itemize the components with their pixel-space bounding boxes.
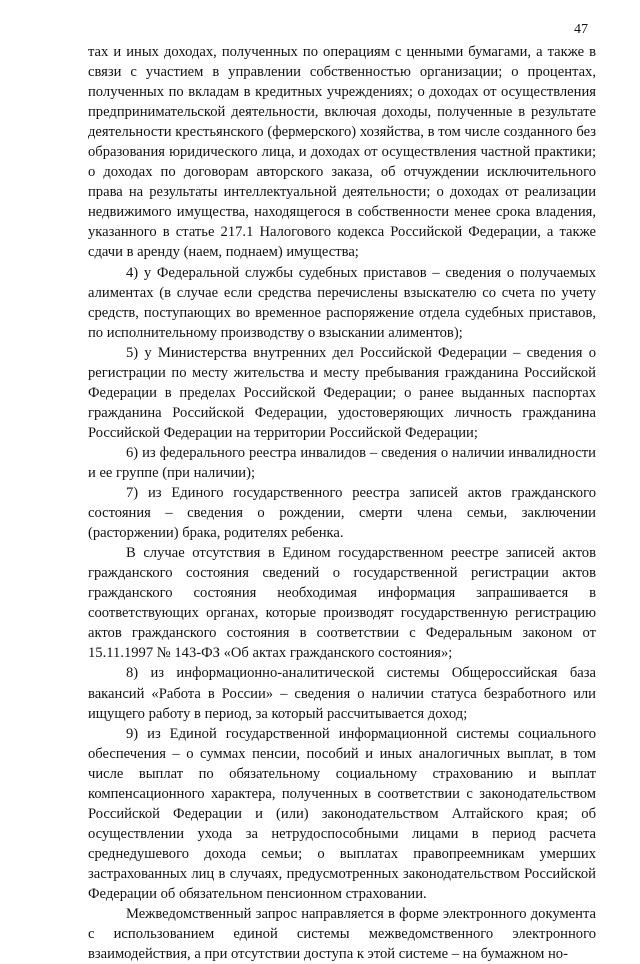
paragraph-item-5: 5) у Министерства внутренних дел Российской Федерации – сведения о регистрации по месту жительства и месту пребывания гражданина Российской Федерации в пределах Российской Федерации; о ранее выданных паспортах гражданина Российской Федерации, удостоверяющих личность гражданина Российской Федерации на территории Российской Федерации; (88, 344, 596, 441)
paragraph-item-4: 4) у Федеральной службы судебных приставов – сведения о получаемых алиментах (в случае если средства перечислены взыскателю со счета по учету средств, поступающих во временное распоряжение отдела судебных приставов, по исполнительному производству о взыскании алиментов); (88, 264, 596, 341)
paragraph-interagency-request: Межведомственный запрос направляется в форме электронного документа с использованием единой системы межведомственного электронного взаимодействия, а при отсутствии доступа к этой системе – на бумажном но- (88, 906, 596, 963)
paragraph-item-7: 7) из Единого государственного реестра записей актов гражданского состояния – сведения о рождении, смерти члена семьи, заключении (расторжении) брака, родителях ребенка. (88, 485, 596, 542)
paragraph-civil-registry-note: В случае отсутствия в Едином государственном реестре записей актов гражданского состояния сведений о государственной регистрации актов гражданского состояния необходимая информация запрашивается в соответствующих органах, которые производят государственную регистрацию актов гражданского состояния в соответствии с Федеральным законом от 15.11.1997 № 143-ФЗ «Об актах гражданского состояния»; (88, 545, 596, 662)
page-number: 47 (574, 22, 588, 37)
paragraph-item-9: 9) из Единой государственной информационной системы социального обеспечения – о суммах пенсии, пособий и иных аналогичных выплат, в том числе выплат по обязательному социальному страхованию и выплат компенсационного характера, полученных в соответствии с законодательством Российской Федерации и (или) законодательством Алтайского края; об осуществлении ухода за нетрудоспособными лицами в период расчета среднедушевого дохода семьи; о выплатах правопреемникам умерших застрахованных лиц в случаях, предусмотренных законодательством Российской Федерации об обязательном пенсионном страховании. (88, 725, 596, 902)
paragraph-item-8: 8) из информационно-аналитической системы Общероссийская база вакансий «Работа в России» – сведения о наличии статуса безработного или ищущего работу в период, за который рассчитывается доход; (88, 665, 596, 722)
document-body (88, 42, 596, 964)
paragraph-item-6: 6) из федерального реестра инвалидов – сведения о наличии инвалидности и ее группе (при наличии); (88, 444, 596, 481)
paragraph-income-continuation: тах и иных доходах, полученных по операциям с ценными бумагами, а также в связи с участием в управлении собственностью организации; о процентах, полученных по вкладам в кредитных учреждениях; о доходах от осуществления предпринимательской деятельности, включая доходы, полученные в результате деятельности крестьянского (фермерского) хозяйства, в том числе созданного без образования юридического лица, и доходах от осуществления частной практики; о доходах по договорам авторского заказа, об отчуждении исключительного права на результаты интеллектуальной деятельности; о доходах от реализации недвижимого имущества, находящегося в собственности менее срока владения, указанного в статье 217.1 Налогового кодекса Российской Федерации, а также сдачи в аренду (наем, поднаем) имущества; (88, 44, 596, 261)
